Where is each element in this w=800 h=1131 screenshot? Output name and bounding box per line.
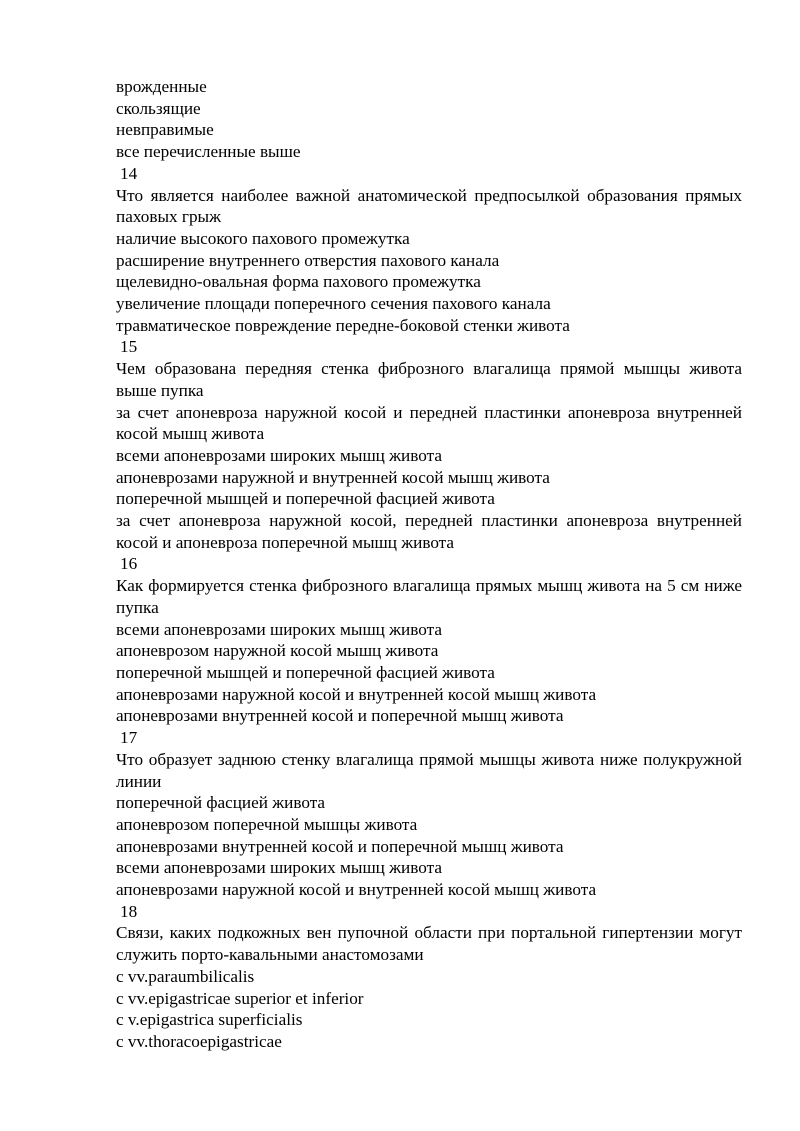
answer-option: апоневрозами внутренней косой и поперечной мышц живота xyxy=(116,836,564,856)
answer-option: апоневрозом наружной косой мышц живота xyxy=(116,641,439,661)
answer-option: с vv.epigastricae superior et inferior xyxy=(116,988,364,1008)
question-text: Связи, каких подкожных вен пупочной области при портальной гипертензии могут служить порто-кавальными анастомозами xyxy=(116,923,742,965)
answer-option: поперечной мышцей и поперечной фасцией живота xyxy=(116,489,495,509)
question-number: 14 xyxy=(120,163,138,183)
answer-option: с vv.paraumbilicalis xyxy=(116,966,255,986)
answer-option: всеми апоневрозами широких мышц живота xyxy=(116,858,442,878)
answer-option: апоневрозами внутренней косой и поперечной мышц живота xyxy=(116,706,564,726)
answer-option: апоневрозами наружной и внутренней косой мышц живота xyxy=(116,467,550,487)
question-number: 15 xyxy=(120,337,138,357)
answer-option: поперечной мышцей и поперечной фасцией живота xyxy=(116,662,495,682)
answer-option: увеличение площади поперечного сечения пахового канала xyxy=(116,294,551,314)
question-number: 18 xyxy=(120,901,138,921)
answer-option: с vv.thoracoepigastricae xyxy=(116,1031,282,1051)
answer-option: щелевидно-овальная форма пахового промежутка xyxy=(116,272,481,292)
answer-option: апоневрозами наружной косой и внутренней косой мышц живота xyxy=(116,880,597,900)
answer-option: всеми апоневрозами широких мышц живота xyxy=(116,445,442,465)
answer-option: всеми апоневрозами широких мышц живота xyxy=(116,619,442,639)
intro-answer: невправимые xyxy=(116,120,214,140)
question-text: Что является наиболее важной анатомической предпосылкой образования прямых паховых грыж xyxy=(116,185,742,227)
answer-option: за счет апоневроза наружной косой, передней пластинки апоневроза внутренней косой и апоневроза поперечной мышц живота xyxy=(116,511,742,552)
question-number: 16 xyxy=(120,554,138,574)
question-text: Чем образована передняя стенка фиброзного влагалища прямой мышцы живота выше пупка xyxy=(116,359,742,400)
question-text: Что образует заднюю стенку влагалища прямой мышцы живота ниже полукружной линии xyxy=(116,749,742,791)
document-page xyxy=(116,76,742,1053)
answer-option: травматическое повреждение передне-боковой стенки живота xyxy=(116,315,570,335)
answer-option: с v.epigastrica superficialis xyxy=(116,1010,303,1030)
intro-answer: все перечисленные выше xyxy=(116,142,301,162)
answer-option: за счет апоневроза наружной косой и передней пластинки апоневроза внутренней косой мышц живота xyxy=(116,402,742,444)
answer-option: наличие высокого пахового промежутка xyxy=(116,228,410,248)
question-number: 17 xyxy=(120,728,138,748)
answer-option: поперечной фасцией живота xyxy=(116,793,326,813)
intro-answer: врожденные xyxy=(116,77,207,96)
answer-option: апоневрозом поперечной мышцы живота xyxy=(116,814,418,834)
question-text: Как формируется стенка фиброзного влагалища прямых мышц живота на 5 см ниже пупка xyxy=(116,576,742,617)
answer-option: апоневрозами наружной косой и внутренней косой мышц живота xyxy=(116,684,597,704)
answer-option: расширение внутреннего отверстия пахового канала xyxy=(116,250,500,270)
intro-answer: скользящие xyxy=(116,98,201,118)
